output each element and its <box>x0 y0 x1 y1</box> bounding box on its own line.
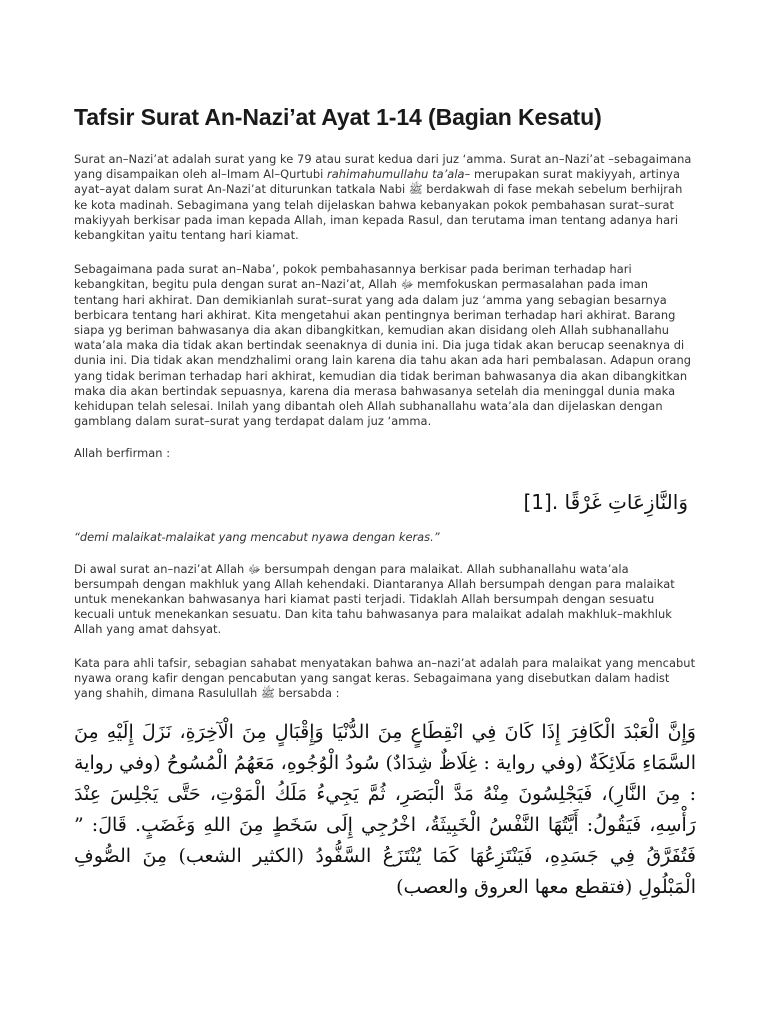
ayah-arabic: وَالنَّازِعَاتِ غَرْقًا .[1] <box>523 489 688 514</box>
hadith-arabic: وَإِنَّ الْعَبْدَ الْكَافِرَ إِذَا كَانَ فِي انْقِطَاعٍ مِنَ الدُّنْيَا وَإِقْبَالٍ مِنَ الْآخِرَةِ، نَزَلَ إِلَيْهِ مِنَ السَّمَاءِ مَلَائِكَةٌ (وفي رواية : غِلَاظٌ شِدَادٌ) سُودُ الْوُجُوهِ، مَعَهُمُ الْمُسُوحُ (وفي رواية : مِنَ النَّارِ)، فَيَجْلِسُونَ مِنْهُ مَدَّ الْبَصَرِ، ثُمَّ يَجِيءُ مَلَكُ الْمَوْتِ، حَتَّى يَجْلِسَ عِنْدَ رَأْسِهِ، فَيَقُولُ: أَيَّتُهَا النَّفْسُ الْخَبِيثَةُ، اخْرُجِي إِلَى سَخَطٍ مِنَ اللهِ وَغَضَبٍ. قَالَ: ” فَتُفَرَّقُ فِي جَسَدِهِ، فَيَنْتَزِعُهَا كَمَا يُنْتَزَعُ السَّفُّودُ (الكثير الشعب) مِنَ الصُّوفِ الْمَبْلُولِ (فتقطع معها العروق والعصب) <box>74 721 696 899</box>
paragraph-akhirat: Sebagaimana pada surat an–Naba’, pokok pembahasannya berkisar pada beriman terhadap hari kebangkitan, begitu pula dengan surat an–Nazi’at, Allah ﷻ memfokuskan permasalahan pada iman tentang hari akhirat. Dan demikianlah surat–surat yang ada dalam juz ‘amma yang sebagian besarnya berbicara tentang hari akhirat. Kita mengetahui akan pentingnya beriman terhadap hari akhirat. Barang siapa yg beriman bahwasanya dia akan dibangkitkan, kemudian akan disidang oleh Allah subhanallahu wata’ala maka dia tidak akan bertindak seenaknya di dunia ini. Dia juga tidak akan berucap seenaknya di dunia ini. Dia tidak akan mendzhalimi orang lain karena dia tahu akan ada hari pembalasan. Adapun orang yang tidak beriman terhadap hari akhirat, kemudian dia tidak beriman bahwasanya dia akan dibangkitkan maka dia akan bertindak sepuasnya, karena dia merasa bahwasanya setelah dia meninggal dunia maka kehidupan telah selesai. Inilah yang dibantah oleh Allah subhanallahu wata’ala dan dijelaskan dengan gamblang dalam surat–surat yang terdapat dalam juz ‘amma. <box>74 262 692 429</box>
page-title: Tafsir Surat An-Nazi’at Ayat 1-14 (Bagian Kesatu) <box>74 104 602 130</box>
ayah-translation: “demi malaikat-malaikat yang mencabut nyawa dengan keras.” <box>74 529 440 544</box>
paragraph-intro <box>74 152 696 243</box>
paragraph-ahli-tafsir: Kata para ahli tafsir, sebagian sahabat menyatakan bahwa an–nazi’at adalah para malaikat yang mencabut nyawa orang kafir dengan pencabutan yang sangat keras. Sebagaimana yang disebutkan dalam hadist yang shahih, dimana Rasulullah ﷺ bersabda : <box>74 655 696 701</box>
paragraph-intro-text-b: – merupakan surat makiyyah, artinya ayat–ayat dalam surat An-Nazi’at diturunkan tatkala Nabi ﷺ berdakwah di fase mekah sebelum berhijrah ke kota madinah. Sebagimana yang telah dijelaskan bahwa kebanyakan pokok pembahasan surat–surat makiyyah berkisar pada iman kepada Allah, iman kepada Rasul, dan terutama iman tentang adanya hari kebangkitan yaitu tentang hari kiamat. <box>74 167 683 243</box>
paragraph-sumpah: Di awal surat an–nazi’at Allah ﷻ bersumpah dengan para malaikat. Allah subhanallahu wata’ala bersumpah dengan makhluk yang Allah kehendaki. Diantaranya Allah bersumpah dengan para malaikat untuk menekankan bahwasanya hari kiamat pasti terjadi. Tidaklah Allah bersumpah dengan sesuatu kecuali untuk menekankan sesuatu. Dan kita tahu bahwasanya para malaikat adalah makhluk–makhluk Allah yang amat dahsyat. <box>74 561 675 637</box>
paragraph-allah-berfirman: Allah berfirman : <box>74 446 171 461</box>
paragraph-intro-italic: rahimahumullahu ta’ala <box>327 167 465 182</box>
paragraph-intro-text-a: Surat an–Nazi’at adalah surat yang ke 79 atau surat kedua dari juz ‘amma. Surat an–Nazi’at –sebagaimana yang disampaikan oleh al–Imam Al–Qurtubi <box>74 152 692 182</box>
